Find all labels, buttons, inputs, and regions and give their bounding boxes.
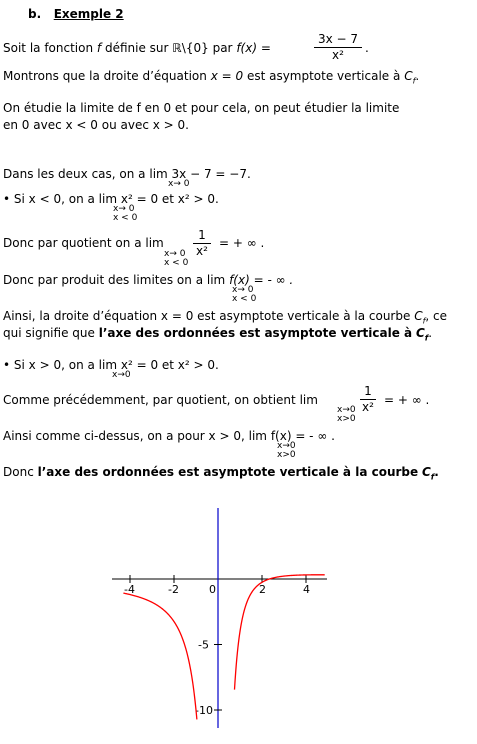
bold-conclusion: l’axe des ordonnées est asymptote verticale à — [98, 326, 413, 340]
text: Donc par produit des limites on a — [3, 273, 204, 287]
text: Dans les deux cas, on a — [3, 167, 146, 181]
study-line-1: On étudie la limite de f en 0 et pour cela, on peut étudier la limite — [3, 101, 400, 115]
lim-subscript: x→ 0 — [164, 249, 186, 259]
curve-right-branch — [235, 575, 325, 690]
lim-subscript: x→ 0 — [113, 204, 135, 214]
text: = + ∞ . — [384, 393, 430, 407]
curve-left-branch — [123, 593, 196, 719]
text: = — [260, 41, 271, 55]
fraction-numerator: 1 — [364, 384, 372, 398]
x-tick-label: -4 — [124, 583, 135, 596]
y-tick-label: -5 — [198, 638, 209, 652]
lim-subscript: x→ 0 — [168, 179, 190, 189]
x-tick-label: 0 — [209, 583, 216, 596]
curve-cf: $C_f$ — [414, 309, 426, 326]
lim-subscript: x→0 — [337, 405, 356, 415]
lim-subscript: x < 0 — [164, 258, 189, 268]
lim-subscript: x→0 — [277, 441, 296, 451]
curve-cf: $C_f$ — [404, 69, 416, 86]
x-tick-label: 4 — [303, 583, 310, 596]
text: Soit la fonction — [3, 41, 94, 55]
text: = + ∞ . — [219, 236, 265, 250]
text: 3x − 7 = −7. — [171, 167, 251, 181]
text: f(x) = - ∞ . — [229, 273, 294, 287]
lim-word: lim — [98, 358, 118, 372]
study-line-2: en 0 avec x < 0 ou avec x > 0. — [3, 118, 189, 132]
lim-subscript: x>0 — [337, 414, 356, 424]
x-tick-label: -2 — [168, 583, 179, 596]
x-tick-label: 2 — [259, 583, 266, 596]
text: définie sur — [104, 41, 169, 55]
text: Si x < 0, on a — [13, 192, 95, 206]
text: . — [365, 41, 369, 55]
text: Donc par quotient on a — [3, 236, 142, 250]
math-fx: f(x) — [236, 41, 258, 55]
lim-word: lim — [98, 192, 118, 206]
section-title: Exemple 2 — [53, 7, 124, 21]
text: Montrons que la droite d’équation — [3, 69, 207, 83]
y-tick-label: -10 — [195, 704, 213, 717]
text: Si x > 0, on a — [13, 358, 95, 372]
section-letter: b. — [28, 7, 42, 21]
fraction-denominator: x² — [196, 244, 208, 258]
text: , ce — [425, 309, 448, 323]
bullet: • — [3, 192, 11, 206]
text: Donc — [3, 465, 34, 479]
lim-subscript: x>0 — [277, 450, 296, 460]
text: x² = 0 et x² > 0. — [120, 192, 219, 206]
text: Ainsi comme ci-dessus, on a pour x > 0, — [3, 429, 245, 443]
text: x² = 0 et x² > 0. — [120, 358, 219, 372]
fraction-numerator: 1 — [198, 228, 206, 242]
fraction-denominator: x² — [362, 400, 374, 414]
lim-word: lim — [206, 273, 226, 287]
domain-set: ℝ\{0} — [172, 41, 209, 55]
bullet: • — [3, 358, 11, 372]
math-f: f — [96, 41, 102, 55]
text: . — [415, 69, 420, 83]
text: Comme précédemment, par quotient, on obtient — [3, 393, 296, 407]
math-equation: x = 0 — [210, 69, 244, 83]
text: . — [428, 326, 433, 340]
curve-cf: $C_f$ — [415, 326, 429, 343]
text: qui signifie que — [3, 326, 95, 340]
lim-subscript: x→0 — [112, 370, 131, 380]
lim-word: lim — [248, 429, 267, 443]
lim-subscript: x < 0 — [232, 294, 257, 304]
text: par — [212, 41, 233, 55]
text: Ainsi, la droite d’équation x = 0 est asymptote verticale à la courbe — [3, 309, 411, 323]
lim-word: lim — [149, 167, 168, 181]
curve-cf: $C_f$ — [421, 465, 435, 482]
lim-word: lim — [299, 393, 318, 407]
fraction-denominator: x² — [332, 48, 344, 62]
text: f(x) = - ∞ . — [270, 429, 335, 443]
lim-word: lim — [145, 236, 164, 250]
text: . — [434, 465, 439, 479]
bold-conclusion: l’axe des ordonnées est asymptote verticale à la courbe — [37, 465, 419, 479]
text: est asymptote verticale à — [246, 69, 401, 83]
lim-subscript: x→ 0 — [232, 285, 254, 295]
fraction-numerator: 3x − 7 — [317, 32, 359, 46]
lim-subscript: x < 0 — [113, 213, 138, 223]
